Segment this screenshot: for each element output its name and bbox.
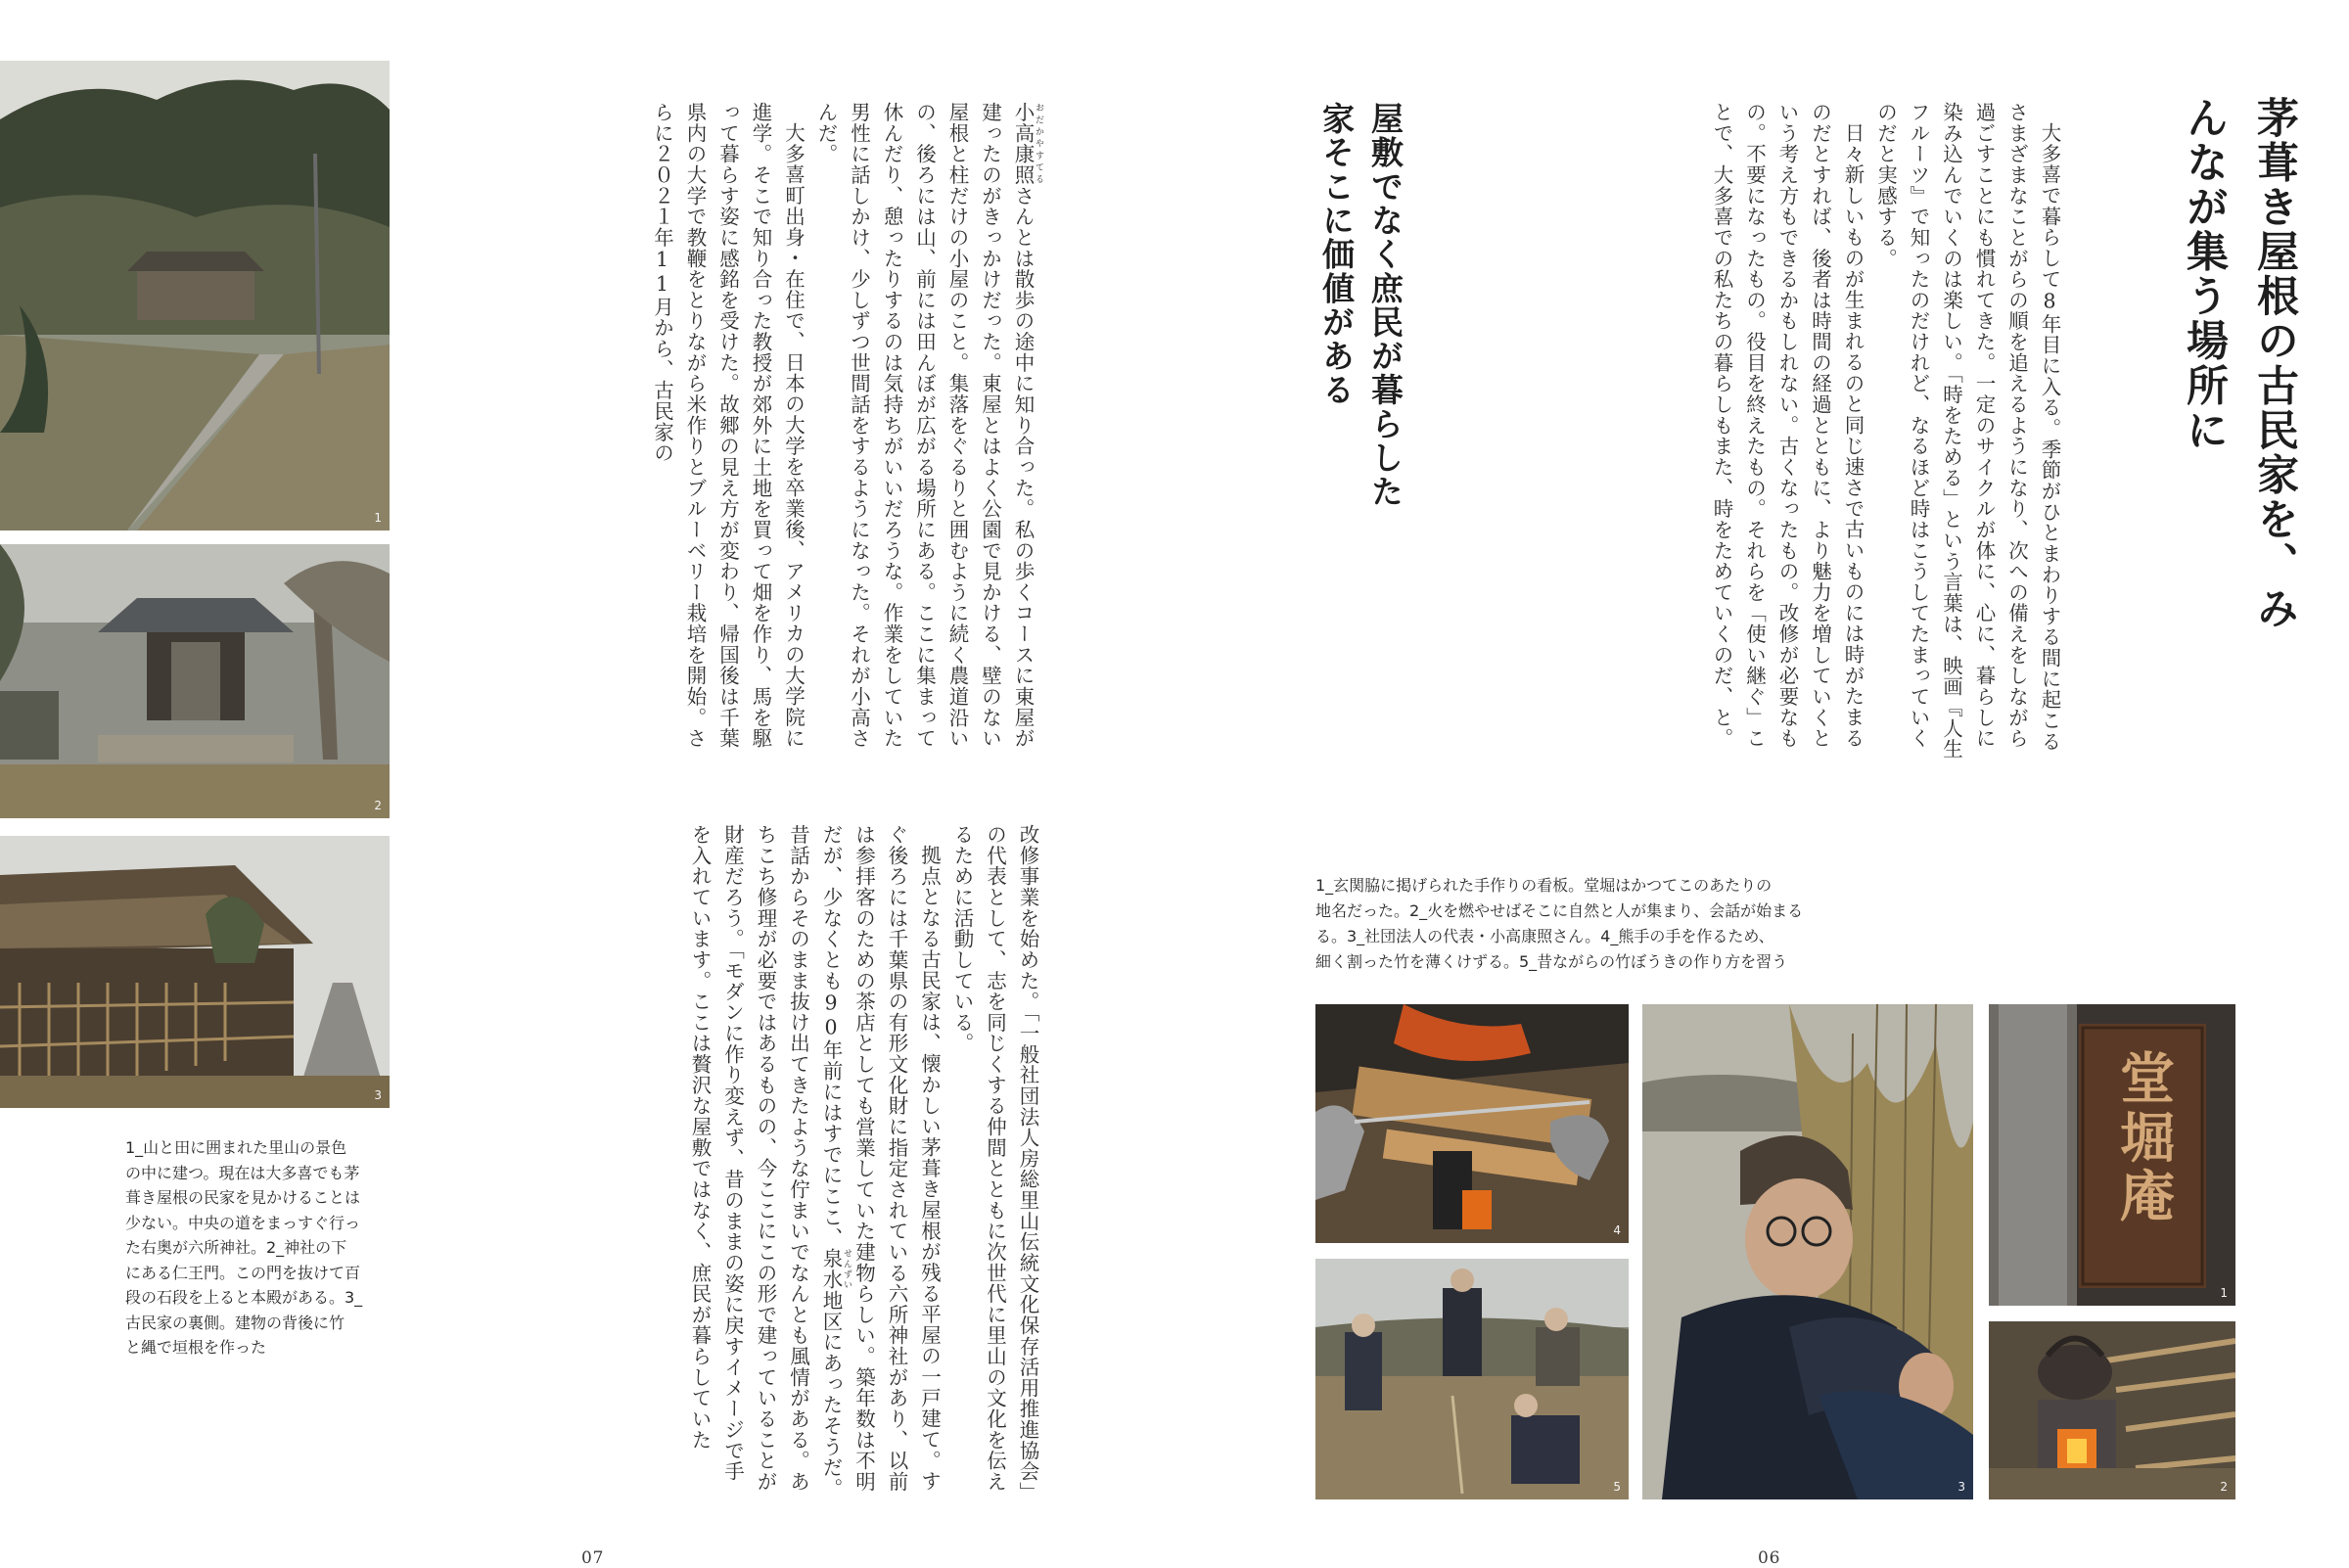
paragraph: 日々新しいものが生まれるのと同じ速さで古いものには時がたまるのだとすれば、後者は時間の経過とともに、より魅力を増していくという考え方もできるかもしれない。古くなったもの。改修が必要なもの。不要になったもの。役目を終えたもの。それらを「使い継ぐ」ことで、大多喜での私たちの暮らしもまた、時をためていくのだ、と。: [1710, 102, 1865, 749]
paragraph: 大多喜町出身・在住で、日本の大学を卒業後、アメリカの大学院に進学。そこで知り合った教授が郊外に土地を買って畑を作り、馬を駆って暮らす姿に感銘を受けた。故郷の見え方が変わり、帰国後は千葉県内の大学で教鞭をとりながら米作りとブルーベリー栽培を開始。さらに２０２１年11月から、古民家の: [650, 102, 806, 749]
ruby-place: 泉水 せんずい: [819, 1248, 852, 1291]
photo-number: 2: [2220, 1480, 2228, 1494]
photo-shaving-bamboo: [1315, 1004, 1629, 1243]
sign-text: 堂堀庵: [2111, 1049, 2176, 1227]
photo-temple-gate: [0, 544, 390, 818]
headline: 茅葺き屋根の古民家を、みんなが集う場所に: [2180, 96, 2299, 631]
photo-smiling-man: [1642, 1004, 1973, 1499]
photo-village-road: [0, 61, 390, 530]
left-photo-caption: 1_山と田に囲まれた里山の景色 の中に建つ。現在は大多喜でも茅 葺き屋根の民家を見かけることは 少ない。中央の道をまっすぐ行っ た右奥が六所神社。2_神社の下 にある仁王門。この門を抜けて百 段の石段を上ると本殿がある。3_ 古民家の裏側。建物の背後に竹 と縄で垣根を作った: [125, 1138, 363, 1357]
photo-number: 2: [374, 799, 382, 812]
photo-number: 4: [1613, 1223, 1621, 1237]
photo-number: 1: [2220, 1286, 2228, 1300]
page-number-right: 06: [1758, 1548, 1781, 1568]
right-photo-caption: 1_玄関脇に掲げられた手作りの看板。堂堀はかつてこのあたりの 地名だった。2_火を燃やせばそこに自然と人が集まり、会話が始まる る。3_社団法人の代表・小高康照さん。4_熊手の手を作るため、 細く割った竹を薄くけずる。5_昔ながらの竹ぼうきの作り方を習う: [1315, 876, 1804, 971]
ruby-name: 小高康照 おだかやすてる: [1011, 102, 1043, 186]
photo-thatched-house: [0, 836, 390, 1108]
left-column-top: [495, 102, 1043, 767]
intro-text: [1517, 102, 2065, 767]
paragraph: 大多喜で暮らして8年目に入る。季節がひとまわりする間に起こるさまざまなことがらの順を追えるようになり、次への備えをしながら過ごすことにも慣れてきた。一定のサイクルが体に、心に、暮らしに染み込んでいくのは楽しい。「時をためる」という言葉は、映画『人生フルーツ』で知ったのだけれど、なるほど時はこうしてたまっていくのだと実感する。: [1873, 102, 2061, 760]
photo-kettle-fire: [1989, 1321, 2235, 1499]
photo-group-working: [1315, 1259, 1629, 1499]
photo-wooden-sign: [1989, 1004, 2235, 1306]
subheading: 屋敷でなく庶民が暮らした家そこに価値がある: [1317, 102, 1405, 509]
photo-number: 1: [374, 511, 382, 525]
photo-number: 3: [1958, 1480, 1965, 1494]
page-number-left: 07: [581, 1548, 605, 1568]
paragraph: 改修事業を始めた。「一般社団法人房総里山伝統文化保存活用推進協会」の代表として、志を同じくする仲間とともに次世代に里山の文化を伝えるために活動している。: [950, 824, 1039, 1494]
photo-number: 3: [374, 1088, 382, 1102]
paragraph: 小高康照 おだかやすてるさんとは散歩の途中に知り合った。私の歩くコースに東屋が建ったのがきっかけだった。東屋とはよく公園で見かける、壁のない屋根と柱だけの小屋のこと。集落をぐるりと囲むように続く農道沿いの、後ろには山、前には田んぼが広がる場所にある。ここに集まって休んだり、憩ったりするのは気持ちがいいだろうな。作業をしていた男性に話しかけ、少しずつ世間話をするようになった。それが小高さんだ。: [814, 102, 1043, 749]
left-column-bottom: [495, 824, 1043, 1499]
photo-number: 5: [1613, 1480, 1621, 1494]
paragraph: 拠点となる古民家は、懐かしい茅葺き屋根が残る平屋の一戸建て。すぐ後ろには千葉県の有形文化財に指定されている六所神社があり、以前は参拝客のための茶店としても営業していた建物らしい。築年数は不明だが、少なくとも90年前にはすでにここ、泉水 せんずい地区にあったそうだ。昔話からそのまま抜け出てきたような佇まいでなんとも風情がある。あちこち修理が必要ではあるものの、今ここにこの形で建っていることが財産だろう。「モダンに作り変えず、昔のままの姿に戻すイメージで手を入れています。ここは贅沢な屋敷ではなく、庶民が暮らしていた: [688, 824, 942, 1499]
